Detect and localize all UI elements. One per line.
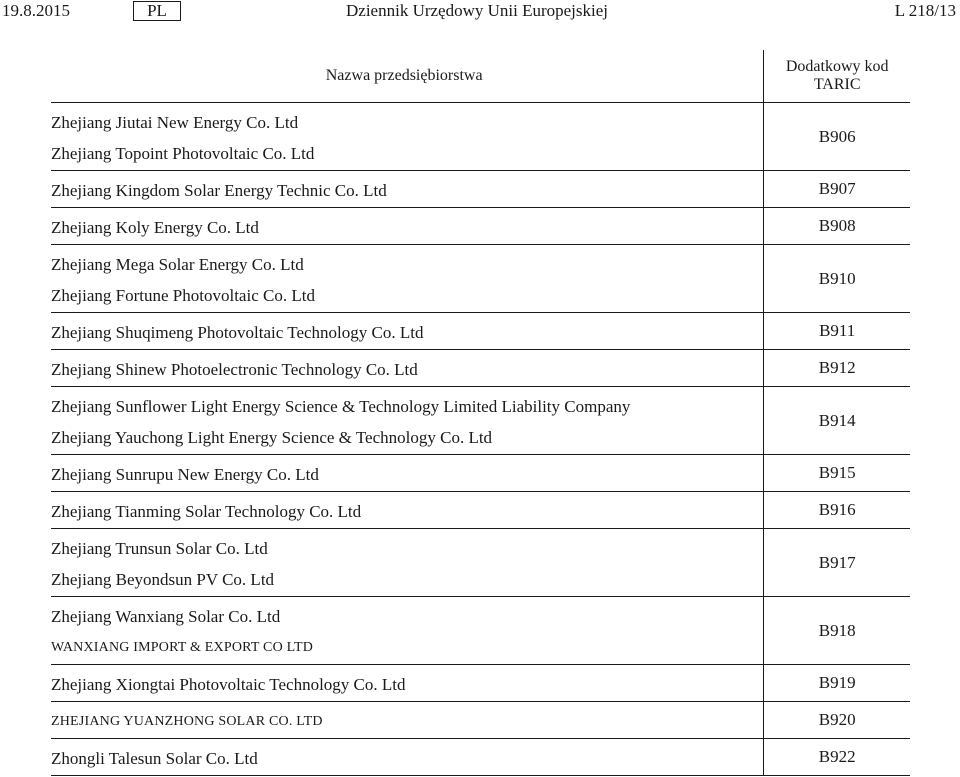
company-name: Zhongli Talesun Solar Co. Ltd bbox=[51, 749, 258, 768]
company-taric-table bbox=[51, 50, 910, 776]
taric-code-cell: B917 bbox=[764, 529, 910, 597]
table-row bbox=[51, 208, 910, 245]
company-cell bbox=[51, 245, 764, 313]
page-number: L 218/13 bbox=[894, 1, 956, 20]
company-name: Zhejiang Beyondsun PV Co. Ltd bbox=[51, 570, 275, 589]
table-row bbox=[51, 597, 910, 665]
company-cell bbox=[51, 455, 764, 492]
table-row bbox=[51, 665, 910, 702]
page-header bbox=[0, 0, 960, 22]
company-name: Zhejiang Trunsun Solar Co. Ltd bbox=[51, 539, 268, 558]
taric-code-cell: B911 bbox=[764, 313, 910, 350]
taric-code-cell: B919 bbox=[764, 665, 910, 702]
company-name: Zhejiang Shuqimeng Photovoltaic Technology Co. Ltd bbox=[51, 323, 424, 342]
company-name: WANXIANG IMPORT & EXPORT CO LTD bbox=[51, 640, 314, 655]
company-cell bbox=[51, 313, 764, 350]
company-name: Zhejiang Sunflower Light Energy Science & Technology Limited Liability Company bbox=[51, 397, 631, 416]
company-cell bbox=[51, 529, 764, 597]
publication-date: 19.8.2015 bbox=[2, 1, 70, 20]
company-cell bbox=[51, 350, 764, 387]
taric-code-cell: B908 bbox=[764, 208, 910, 245]
company-cell bbox=[51, 739, 764, 776]
company-name: Zhejiang Yauchong Light Energy Science & Technology Co. Ltd bbox=[51, 428, 493, 447]
company-name: Zhejiang Sunrupu New Energy Co. Ltd bbox=[51, 465, 319, 484]
language-code-box: PL bbox=[133, 1, 181, 21]
company-name: Zhejiang Jiutai New Energy Co. Ltd bbox=[51, 113, 299, 132]
taric-code-cell: B910 bbox=[764, 245, 910, 313]
taric-code-cell: B918 bbox=[764, 597, 910, 665]
table-row bbox=[51, 492, 910, 529]
company-cell bbox=[51, 702, 764, 739]
company-cell bbox=[51, 208, 764, 245]
company-cell bbox=[51, 387, 764, 455]
company-cell bbox=[51, 597, 764, 665]
table-row bbox=[51, 387, 910, 455]
journal-title: Dziennik Urzędowy Unii Europejskiej bbox=[346, 1, 609, 20]
company-cell bbox=[51, 103, 764, 171]
table-body bbox=[51, 103, 910, 776]
table-row bbox=[51, 245, 910, 313]
taric-code-cell: B914 bbox=[764, 387, 910, 455]
company-name: Zhejiang Tianming Solar Technology Co. Ltd bbox=[51, 502, 362, 521]
company-name: Zhejiang Wanxiang Solar Co. Ltd bbox=[51, 607, 281, 626]
taric-code-cell: B920 bbox=[764, 702, 910, 739]
company-name: Zhejiang Topoint Photovoltaic Co. Ltd bbox=[51, 144, 315, 163]
company-name: Zhejiang Mega Solar Energy Co. Ltd bbox=[51, 255, 304, 274]
taric-code-cell: B916 bbox=[764, 492, 910, 529]
company-name: ZHEJIANG YUANZHONG SOLAR CO. LTD bbox=[51, 714, 323, 729]
company-column-header: Nazwa przedsiębiorstwa bbox=[51, 50, 764, 103]
table-row bbox=[51, 103, 910, 171]
taric-code-cell: B907 bbox=[764, 171, 910, 208]
table-row bbox=[51, 313, 910, 350]
table-row bbox=[51, 350, 910, 387]
company-cell bbox=[51, 171, 764, 208]
taric-code-cell: B922 bbox=[764, 739, 910, 776]
company-name: Zhejiang Fortune Photovoltaic Co. Ltd bbox=[51, 286, 315, 305]
table-row bbox=[51, 455, 910, 492]
company-name: Zhejiang Koly Energy Co. Ltd bbox=[51, 218, 259, 237]
company-name: Zhejiang Shinew Photoelectronic Technology Co. Ltd bbox=[51, 360, 418, 379]
table-row bbox=[51, 529, 910, 597]
taric-column-header: Dodatkowy kod TARIC bbox=[764, 50, 910, 103]
taric-code-cell: B912 bbox=[764, 350, 910, 387]
table-row bbox=[51, 739, 910, 776]
company-name: Zhejiang Kingdom Solar Energy Technic Co. Ltd bbox=[51, 181, 387, 200]
taric-code-cell: B915 bbox=[764, 455, 910, 492]
taric-code-cell: B906 bbox=[764, 103, 910, 171]
company-name: Zhejiang Xiongtai Photovoltaic Technology Co. Ltd bbox=[51, 675, 406, 694]
table-row bbox=[51, 171, 910, 208]
table-row bbox=[51, 702, 910, 739]
company-cell bbox=[51, 665, 764, 702]
table-header-row bbox=[51, 50, 910, 103]
company-cell bbox=[51, 492, 764, 529]
